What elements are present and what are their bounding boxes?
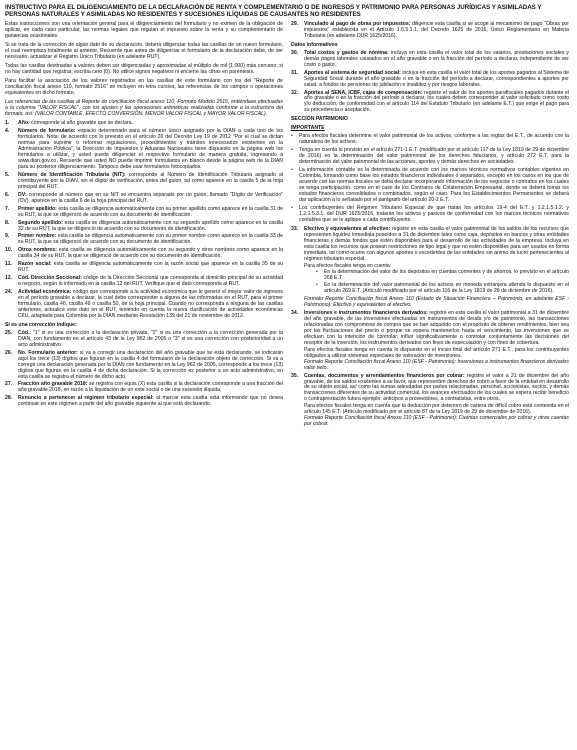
list-item: 33. Efectivo y equivalentes al efectivo: registre en esta casilla el valor patrimonial de los saldos de los recursos que representen liquidez inmediata poseídos a 31 de diciembre tales como caja, depósitos en bancos y otras entidades financieras y demás fondos que estén disponibles para el desarrollo de las actividades de la empresa. Incluya en esta casilla los recursos que posean restricciones de tipo legal y que no estén disponibles para ser usados en forma inmediata, tal como ocurre con algunos aportes o excedentes de las entidades sin ánimo de lucro pertenecientes al régimen tributario especial. Para efectos fiscales tenga en cuenta: • En la determinación del valor de los depósitos en cuentas corrientes y de ahorros, lo previsto en el artículo 268 E.T. • En la determinación del valor patrimonial de los activos en moneda extranjera atienda lo dispuesto en el artículo 269 E.T. (Artículo modificado por el artículo 116 de la Ley 1819 de 29 de diciembre de 2016). Formato Reporte Conciliación fiscal Anexo 110 (Estado de Situación Financiera – Patrimonio, en adelante ESF -Patrimonio): Efectivo y equivalentes al efectivo. bbox=[291, 226, 569, 309]
list-item: • En la determinación del valor patrimonial de los activos en moneda extranjera atienda lo dispuesto en el artículo 269 E.T. (Artículo modificado por el artículo 116 de la Ley 1819 de 29 de diciembre de 2016). bbox=[316, 282, 569, 295]
italic-note: Las referencias de las casillas al Reporte de conciliación fiscal anexo 110, Formato Modelo 2516, entiéndase efectuadas a la columna "VALOR FISCAL", con los ajustes y las operaciones aritméticas realizadas conforme a la estructura del formato, así: (VALOR CONTABLE, EFECTO CONVERSIÓN, MENOR VALOR FISCAL y MAYOR VALOR FISCAL). bbox=[5, 99, 283, 118]
field-list bbox=[291, 22, 569, 40]
correction-heading: Si es una corrección indique: bbox=[5, 321, 77, 328]
informativos-heading: Datos informativos bbox=[291, 41, 338, 48]
two-column-body bbox=[5, 22, 572, 431]
field-list bbox=[5, 121, 283, 320]
list-item: 27. Fracción año gravable 2018: se registra con equis (X) esta casilla si la declaración corresponde a una fracción del año gravable 2018, en razón a la liquidación de un ente social o de una sucesión ilíquida. bbox=[5, 381, 283, 394]
intro-paragraph: Si se trata de la corrección de algún dato de su declaración, deberá diligenciar todas las casillas de un nuevo formulario, el cual reemplaza totalmente al anterior. Recuerde que antes de diligenciar el formulario de la declaración debe, de ser necesario, actualizar el Registro Único Tributario (en adelante RUT). bbox=[5, 42, 283, 60]
importante-bullets bbox=[291, 134, 569, 224]
list-item: 31. Aportes al sistema de seguridad social: incluya en esta casilla el valor total de los aportes pagados al Sistema de Seguridad Social durante el año gravable o en la fracción del período a declarar, correspondientes a aportes por salud, a fondos de pensiones de jubilación e invalidez y por riesgos laborales. bbox=[291, 69, 569, 88]
list-item: 5. Número de Identificación Tributaria (NIT): corresponde al Número de Identificación Tributaria asignado al contribuyente por la DIAN, sin el dígito de verificación, antes del guion, tal como aparece en la casilla 5 de la hoja principal del RUT. bbox=[5, 171, 283, 190]
list-item: 4. Número de formulario: espacio determinado para el número único asignado por la DIAN a cada uno de los formularios. Nota: de acuerdo con lo previsto en el artículo 26 del Decreto Ley 19 de 2012 "Por el cual se dictan normas para suprimir o reformar regulaciones, procedimientos y trámites innecesarios existentes en la Administración Pública", la Dirección de Impuestos y Aduanas Nacionales tiene dispuesto en la página web los formularios a utilizar, y usted puede diligenciar el respectivo formulario de manera gratuita, ingresando a www.dian.gov.co. Recuerde que usted NO puede imprimir formularios en blanco desde la página web de la DIAN para su posterior diligenciamiento. Tampoco debe usar formularios fotocopiados. bbox=[5, 128, 283, 170]
list-item: 7. Primer apellido: esta casilla se diligencia automáticamente con su primer apellido como aparece en la casilla 31 de su RUT, la que se diligenció de acuerdo con su documento de identificación. bbox=[5, 205, 283, 218]
list-item: • En la determinación del valor de los depósitos en cuentas corrientes y de ahorros, lo previsto en el artículo 268 E.T. bbox=[316, 268, 569, 281]
list-item: 30. Total costos y gastos de nómina: incluya en esta casilla el valor total de los salarios, prestaciones sociales y demás pagos laborales causados en el año gravable o en la fracción del período a declarar, independiente de ser costo o gasto. bbox=[291, 49, 569, 68]
intro-paragraph: Estas instrucciones son una orientación general para el diligenciamiento del formulario y no eximen de la obligación de aplicar, en cada caso particular, las normas legales que regulan el impuesto sobre la renta y su complementario de ganancias ocasionales. bbox=[5, 21, 283, 39]
left-column bbox=[5, 22, 283, 431]
list-item: 29. Vinculado al pago de obras por impuestos: diligencie esta casilla si se acoge al mecanismo de pago "Obras por impuestos" establecida en el Artículo 1.6.5.1.1. del Decreto 1625 de 2016, Único Reglamentario en Materia Tributaria (en adelante DUR 1625/2016). bbox=[291, 21, 569, 39]
list-item: 6. DV: corresponde al número que en su NIT se encuentra separado por un guion, llamado "Dígito de Verificación" (DV), aparece en la casilla 6 de la hoja principal del RUT. bbox=[5, 191, 283, 204]
list-item: 32. Aportes al SENA, ICBF, cajas de compensación: registre el valor de los aportes parafiscales pagados durante el año gravable o en la fracción del período a declarar, los cuales deben corresponder al valor solicitado como costo y/o deducción, de conformidad con el artículo 114 del Estatuto Tributario (en adelante E.T.) que exige el pago para su procedencia o aceptación. bbox=[291, 89, 569, 114]
list-item: 24. Actividad económica: código que corresponde a la actividad económica que le generó el mayor valor de ingresos en el período gravable a declarar, la cual debe corresponder a alguna de las informadas en el RUT, para el primer formulario, casilla 46, casilla 49 o casilla 50, de la hoja principal. Cuando no corresponda a ninguna de las casillas anteriores, actualice este dato en el RUT, teniendo en cuenta la nueva clasificación de actividades económicas CIIU, adaptada para Colombia por la DIAN mediante Resolución 139 del 21 de noviembre de 2012. bbox=[5, 289, 283, 319]
list-item: • Para efectos fiscales determine el valor patrimonial de los activos, conforme a las reglas del E.T., de acuerdo con la naturaleza de los activos. bbox=[291, 133, 569, 146]
correction-list bbox=[5, 331, 283, 408]
list-item: 26. No. Formulario anterior: si va a corregir una declaración del año gravable que se está declarando, se indicarán aquí los trece (13) dígitos que figuran en la casilla 4 del formulario de la declaración objeto de corrección. Si va a corregir una declaración generada por la DIAN con fundamento en la Ley 962 de 2005, corresponde a los trece (13) dígitos que figuran en la casilla 4 de dicha declaración. Si la corrección es posterior a un acto administrativo, en esta casilla se registra el número de dicho acto. bbox=[5, 349, 283, 380]
list-item: • Tenga en cuenta lo previsto en el artículo 271-1 E.T. (modificado por el artículo 117 de la Ley 1819 de 29 de diciembre de 2016) en la determinación del valor patrimonial de los derechos fiduciarios, y artículo 272 E.T. para la determinación del valor patrimonial de las acciones, aportes y demás derechos en sociedades. bbox=[291, 147, 569, 166]
page-title: INSTRUCTIVO PARA EL DILIGENCIAMIENTO DE LA DECLARACIÓN DE RENTA Y COMPLEMENTARIO O DE INGRESOS Y PATRIMONIO PARA PERSONAS JURÍDICAS Y ASIMILADAS Y PERSONAS NATURALES Y ASIMILADAS NO RESIDENTES Y SUCESIONES ILÍQUIDAS DE CAUSANTES NO RESIDENTES bbox=[5, 4, 542, 18]
list-item: • Los contribuyentes del Régimen Tributario Especial de que tratan los artículos 19-4 del E.T. y 1.2.1.5.1.2. y 1.2.1.5.3.1. del DUR 1625/2016, tratarán los activos y pasivos de conformidad con los marcos técnicos normativos contables que se le aplique a cada contribuyente. bbox=[291, 205, 569, 224]
patrimonio-heading: SECCIÓN PATRIMONIO bbox=[291, 116, 348, 123]
list-item: 28. Renuncio a pertenecer al régimen tributario especial: al marcar esta casilla está informando que no desea continuar en este régimen a partir del año gravable siguiente al que está declarando. bbox=[5, 395, 283, 408]
list-item: 1. Año: corresponde al año gravable que se declara. bbox=[5, 120, 133, 127]
intro-paragraph: Todas las casillas destinadas a valores deben ser diligenciadas y aproximadas al múltiplo de mil (1.000) más cercano; si no hay cantidad que registrar, escriba cero (0). No utilice signos negativos ni encierre las cifras en paréntesis. bbox=[5, 63, 283, 76]
list-item: • La información contable es la determinada de acuerdo con los marcos técnicos normativos contables vigentes en Colombia, tomando como base los estados financieros individuales o separados, excepto en los casos en los que de acuerdo con las normas fiscales se deba declarar incorporando información de los negocios o contratos en los cuales se tenga participación, como en el caso de los Contratos de Colaboración Empresarial, donde se deberá tomar los estados financieros consolidados o combinados, según el caso. Para los Establecimientos Permanentes se deberá dar aplicación a lo señalado por el parágrafo del artículo 20-2 E.T. bbox=[291, 167, 569, 204]
list-item: 10. Otros nombres: esta casilla se diligencia automáticamente con su segundo y otros nombres como aparece en la casilla 34 de su RUT, la que se diligenció de acuerdo con su documento de identificación. bbox=[5, 247, 284, 260]
patrimonio-list bbox=[291, 227, 569, 428]
list-item: 11. Razón social: esta casilla se diligencia automáticamente con la razón social que aparece en la casilla 35 de su RUT. bbox=[5, 261, 283, 274]
informativos-list bbox=[291, 51, 569, 115]
list-item: 34. Inversiones e instrumentos financieros derivados: registre en esta casilla el valor patrimonial a 31 de diciembre del año gravable, de las inversiones efectuadas en instrumentos de deuda y/o de patrimonio, las transacciones relacionadas con compromisos de compra que se han adquirido con el propósito de obtener rendimientos, bien sea por las fluctuaciones del precio o porque se espera mantenerlos hasta el vencimiento, las inversiones que se efectúan con la intención de controlar, influir significativamente o controlar conjuntamente las decisiones del receptor de la inversión, los instrumentos derivados con fines de especulación y con fines de cobertura. Para efectos fiscales tenga en cuenta lo dispuesto en el inciso final del artículo 271 E.T., para los contribuyentes obligados a utilizar sistemas especiales de valoración de inversiones. Formato Reporte Conciliación fiscal Anexo 110 (ESF - Patrimonio): Inversiones e instrumentos financieros derivados valor neto. bbox=[291, 310, 569, 371]
importante-heading: IMPORTANTE bbox=[291, 125, 325, 132]
list-item: 25. Cód.: "1" si es una corrección a la declaración privada, "2" si es una corrección a la corrección generada por la DIAN, con fundamento en el artículo 43 de la Ley 962 de 2005 o "3" si es una corrección con posterioridad a un acto administrativo. bbox=[5, 329, 283, 348]
list-item: 35. Cuentas, documentos y arrendamientos financieros por cobrar: registre el valor a 31 de diciembre del año gravable, de los saldos existentes a su favor, que representen derechos de cobro a favor de la entidad en desarrollo de su objeto social, así como las sumas adeudadas por partes relacionadas, personal, accionistas, socios, y demás transacciones diferentes de su actividad comercial, los avances efectuados de los cuales se espera recibir beneficio o contraprestación futura ejemplo: anticipos a proveedores, a contratistas, entre otros. Para efectos fiscales tenga en cuenta que la deducción por deterioro de cartera de difícil cobro está contenida en el artículo 145 E.T. (Artículo modificado por el artículo 87 de la Ley 1819 de 29 de diciembre de 2016). Formato Reporte Conciliación fiscal Anexo 110 (ESF - Patrimonio): Cuentas comerciales por cobrar y otras cuentas por cobrar. bbox=[291, 372, 569, 428]
list-item: 12. Cód. Dirección Seccional: código de la Dirección Seccional que corresponda al domicilio principal de su actividad o negocio, según lo informado en la casilla 12 del RUT. Verifique que el dato corresponda al RUT. bbox=[5, 275, 283, 288]
sub-list bbox=[304, 270, 569, 295]
list-item: 8. Segundo apellido: esta casilla se diligencia automáticamente con su segundo apellido como aparece en la casilla 32 de su RUT, la que se diligenció de acuerdo con su documento de identificación. bbox=[5, 219, 283, 232]
list-item: 9. Primer nombre: esta casilla se diligencia automáticamente con su primer nombre como aparece en la casilla 33 de su RUT, la que se diligenció de acuerdo con su documento de identificación. bbox=[5, 233, 284, 246]
intro-paragraph: Para facilitar la asociación de los valores registrados en las casillas de este formulario con los del "Reporte de conciliación fiscal anexo 110, formato 2516" se incluyen en letra cursiva, las referencias de los campos o operaciones equivalentes en dicho formato. bbox=[5, 78, 283, 97]
right-column bbox=[291, 22, 569, 431]
